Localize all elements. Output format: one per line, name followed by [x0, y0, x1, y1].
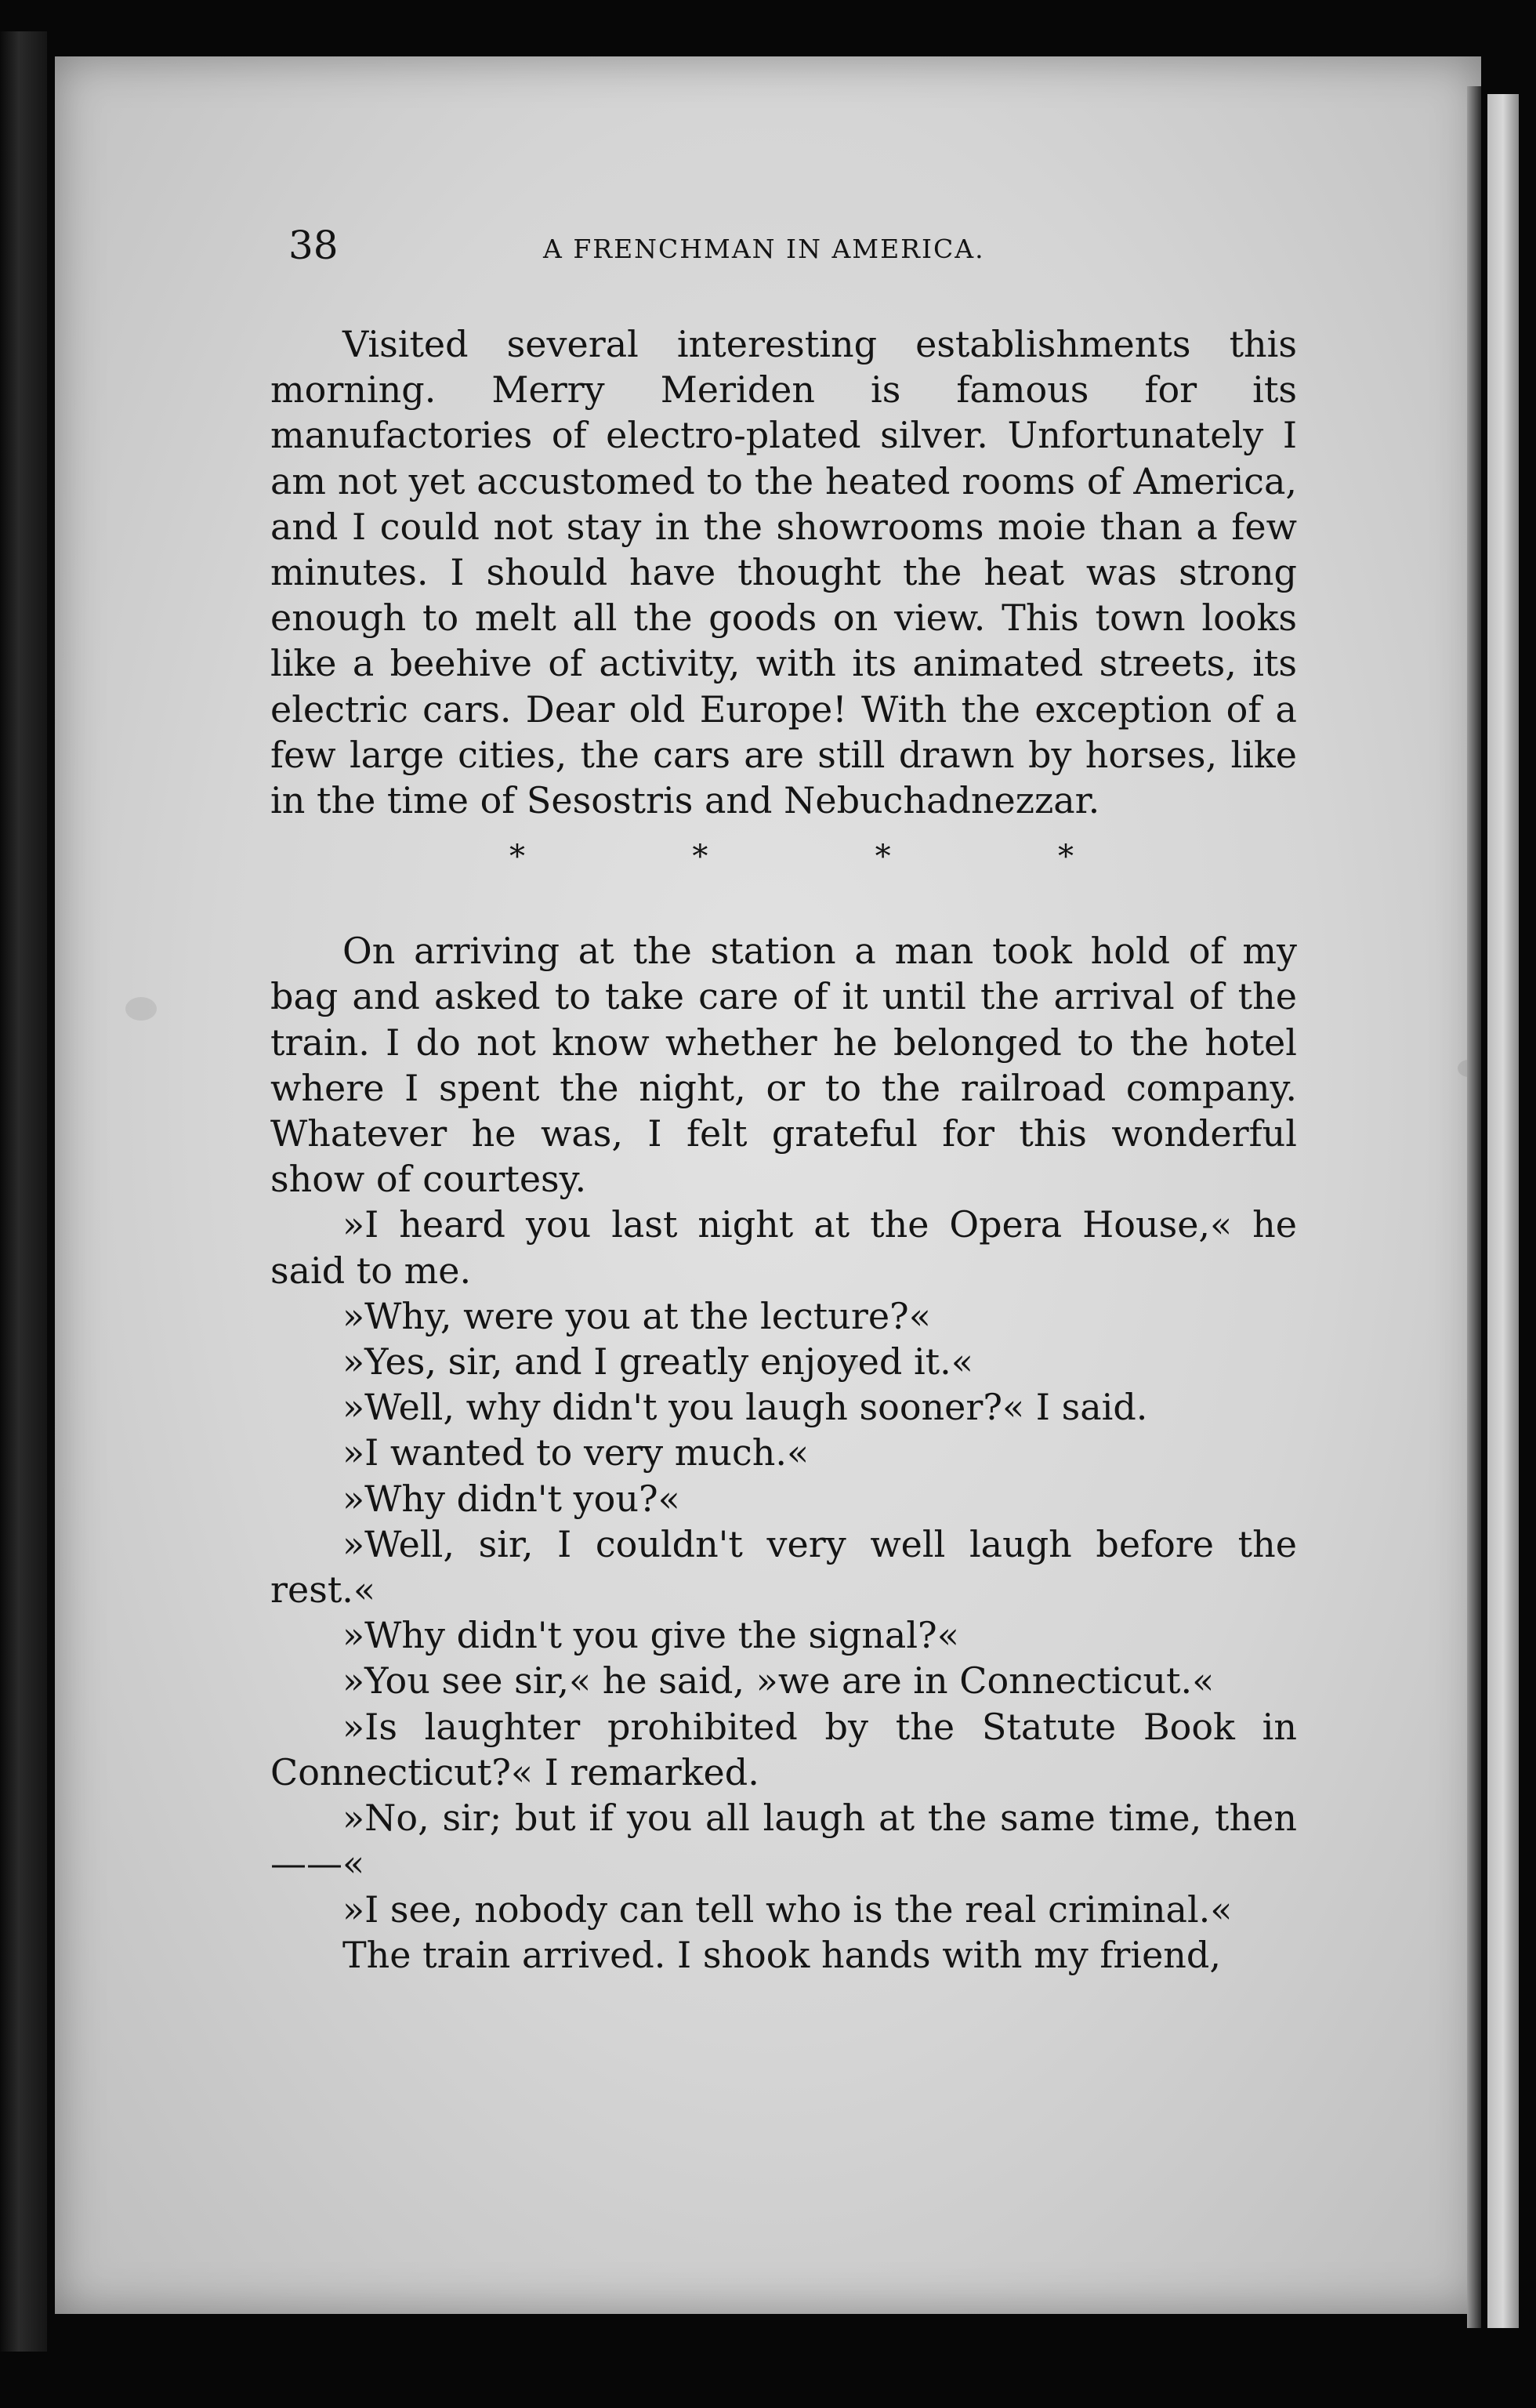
separator-asterisk: *: [692, 839, 708, 876]
section-separator: [509, 834, 1074, 879]
dialogue-line: »Well, why didn't you laugh sooner?« I said.: [342, 1386, 1148, 1429]
paragraph: On arriving at the station a man took hold of my bag and asked to take care of it until the arrival of the train. I do not know whether he belonged to the hotel where I spent the night, or to the railroad company. Whatever he was, I felt grateful for this wonderful show of courtesy.: [270, 930, 1297, 1201]
dialogue-line: »Yes, sir, and I greatly enjoyed it.«: [342, 1340, 973, 1384]
page-gutter-shadow: [1467, 86, 1481, 2328]
dialogue-line: »Is laughter prohibited by the Statute Book in Connecticut?« I remarked.: [270, 1705, 1297, 1793]
paragraph: The train arrived. I shook hands with my friend,: [342, 1933, 1221, 1976]
page-header: [288, 219, 1307, 282]
paper-blemish: [125, 997, 157, 1021]
separator-asterisk: *: [875, 839, 891, 876]
dialogue-line: »I see, nobody can tell who is the real criminal.«: [342, 1888, 1233, 1931]
dialogue-line: »You see sir,« he said, »we are in Connecticut.«: [342, 1659, 1215, 1703]
page-number: 38: [288, 223, 339, 268]
paragraph: Visited several interesting establishments this morning. Merry Meriden is famous for its manufactories of electro-plated silver. Unfortunately I am not yet accustomed to the heated rooms of America, and I could not stay in the showrooms moie than a few minutes. I should have thought the heat was strong enough to melt all the goods on view. This town looks like a beehive of activity, with its animated streets, its electric cars. Dear old Europe! With the exception of a few large cities, the cars are still drawn by horses, like in the time of Sesostris and Nebuchadnezzar.: [270, 323, 1297, 822]
page-body-text: [270, 321, 1297, 1978]
dialogue-line: »Why, were you at the lecture?«: [342, 1294, 931, 1337]
book-spine-edge: [0, 31, 47, 2352]
dialogue-line: »Why didn't you give the signal?«: [342, 1614, 959, 1657]
dialogue-line: »Well, sir, I couldn't very well laugh before the rest.«: [270, 1522, 1297, 1612]
running-title: A FRENCHMAN IN AMERICA.: [543, 234, 985, 264]
dialogue-line: »Why didn't you?«: [342, 1477, 680, 1520]
separator-asterisk: *: [509, 839, 525, 876]
dialogue-line: »I wanted to very much.«: [342, 1431, 810, 1474]
dialogue-line: »I heard you last night at the Opera House,« he said to me.: [270, 1203, 1297, 1292]
dialogue-line: »No, sir; but if you all laugh at the same time, then——«: [270, 1797, 1297, 1885]
next-page-edge: [1487, 94, 1519, 2328]
separator-asterisk: *: [1057, 839, 1074, 876]
